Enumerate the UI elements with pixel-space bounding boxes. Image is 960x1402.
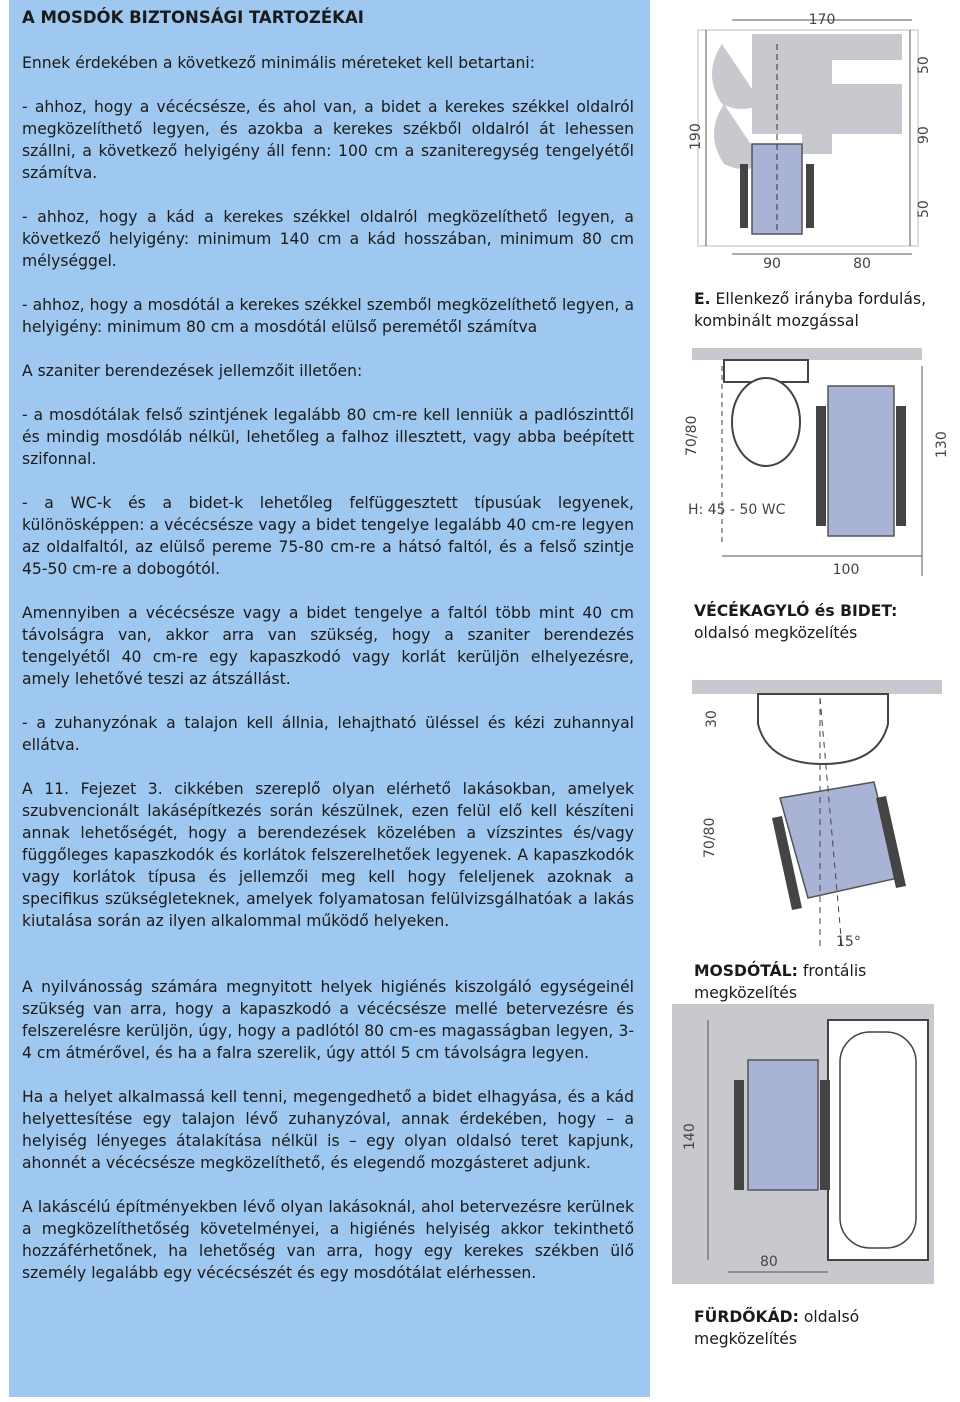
- caption-sink-text: frontális megközelítés: [694, 962, 867, 1002]
- bath-dim-depth: 80: [760, 1254, 778, 1270]
- dim-right-1: 50: [916, 56, 932, 74]
- paragraph-wc-space: - ahhoz, hogy a vécécsésze, és ahol van, a bidet a kerekes székkel oldalról megközelíthető legyen, és azokba a kerekes székből oldalról át lehessen szállni, a következő helyigény áll fenn: 100 cm a szaniteregység tengelyétől számítva.: [22, 98, 634, 182]
- caption-bath: [694, 1306, 944, 1350]
- caption-turning-label: E.: [694, 290, 711, 308]
- bath-dim-length: 140: [682, 1123, 698, 1150]
- sink-dim-angle: 15°: [836, 934, 861, 950]
- caption-bath-label: FÜRDŐKÁD:: [694, 1308, 799, 1326]
- dim-bottom-1: 90: [763, 256, 781, 272]
- paragraph-grab-bar: Amennyiben a vécécsésze vagy a bidet tengelye a faltól több mint 40 cm távolságra van, akkor arra van szükség, hogy a szaniter berendezés tengelyétől 40 cm-re egy kapaszkodó vagy korlát kerüljön elhelyezésre, amely lehetővé teszi az átszállást.: [22, 604, 634, 688]
- caption-sink-label: MOSDÓTÁL:: [694, 962, 798, 980]
- wc-bidet-figure: [684, 346, 954, 582]
- paragraph-sink-height: - a mosdótálak felső szintjének legalább 80 cm-re kell lenniük a padlószinttől és mindig mosdóláb nélkül, lehetőleg a falhoz illesztett, vagy abba beépített szifonnal.: [22, 406, 634, 468]
- paragraph-residential: A lakáscélú építményekben lévő olyan lakásoknál, ahol betervezésre kerülnek a megközelíthetőség követelményei, a higiénés helyiség akkor tekinthető hozzáférhetőnek, ha lehetőség van arra, hogy egy kerekes székben ülő személy legalább egy vécécsészét és egy mosdótálat elérhessen.: [22, 1198, 634, 1282]
- sink-dim-depth: 70/80: [702, 817, 718, 858]
- bathtub-figure: [668, 1000, 940, 1288]
- wc-dim-length: 130: [934, 431, 950, 458]
- sink-figure: [692, 678, 944, 956]
- caption-wc-text: oldalsó megközelítés: [694, 624, 858, 642]
- paragraph-public: A nyilvánosság számára megnyitott helyek higiénés kiszolgáló egységeinél szükség van arra, hogy a kapaszkodó a vécécsésze mellé betervezésre és felszerelésre kerüljön, úgy, hogy a padlótól 80 cm-es magasságban legyen, 3-4 cm átmérővel, és ha a falra szerelik, úgy attól 5 cm távolságra legyen.: [22, 978, 634, 1062]
- wc-dim-width: 100: [832, 562, 860, 578]
- caption-turning: [694, 288, 944, 332]
- paragraph-adaptation: Ha a helyet alkalmassá kell tenni, megengedhető a bidet elhagyása, és a kád helyettesítése egy talajon lévő zuhanyzóval, annak érdekében, hogy – a helyiség lényeges átalakítása nélkül is – egy olyan oldalsó teret kapjunk, ahonnét a vécécsésze megközelíthető, és elegendő mozgásteret adjunk.: [22, 1088, 634, 1172]
- sink-dim-top: 30: [704, 710, 720, 728]
- caption-wc-label: VÉCÉKAGYLÓ és BIDET:: [694, 602, 898, 620]
- wc-dim-depth: 70/80: [684, 415, 700, 456]
- dim-top: 170: [808, 12, 836, 28]
- turning-plan-figure: [688, 4, 944, 274]
- dim-bottom-2: 80: [853, 256, 871, 272]
- paragraph-bath-space: - ahhoz, hogy a kád a kerekes székkel oldalról megközelíthető legyen, a következő helyigény: minimum 140 cm a kád hosszában, minimum 80 cm mélységgel.: [22, 208, 634, 270]
- paragraph-sink-space: - ahhoz, hogy a mosdótál a kerekes székkel szemből megközelíthető legyen, a helyigény: minimum 80 cm a mosdótál elülső peremétől számítva: [22, 296, 634, 336]
- paragraph-fixtures-heading: A szaniter berendezések jellemzőit illetően:: [22, 362, 363, 380]
- caption-wc: [694, 600, 944, 644]
- dim-right-2: 90: [916, 126, 932, 144]
- caption-bath-text: oldalsó megközelítés: [694, 1308, 860, 1348]
- dim-right-3: 50: [916, 200, 932, 218]
- paragraph-wc-bidet: - a WC-k és a bidet-k lehetőleg felfüggesztett típusúak legyenek, különösképpen: a vécécsésze vagy a bidet tengelye legalább 40 cm-re legyen az oldalfaltól, az elülső pereme 75-80 cm-re a hátsó faltól, és a felső szintje 45-50 cm-re a dobogótól.: [22, 494, 634, 578]
- paragraph-shower: - a zuhanyzónak a talajon kell állnia, lehajtható üléssel és kézi zuhannyal ellátva.: [22, 714, 634, 754]
- paragraph-subsidized: A 11. Fejezet 3. cikkében szereplő olyan elérhető lakásokban, amelyek szubvencionált lakásépítkezés során készülnek, ezen felül elő kell készíteni annak lehetőségét, hogy a berendezések közelében a vízszintes és/vagy függőleges kapaszkodók és korlátok felszerelhetőek legyenek. A kapaszkodók vagy korlátok típusa és jellemzői meg kell hogy feleljenek azoknak a specifikus szükségleteknek, amelyek folyamatosan felülvizsgálhatóak a lakás kiutalása során az ilyen alkalommal működő helyeken.: [22, 780, 634, 930]
- caption-turning-text: Ellenkező irányba fordulás, kombinált mozgással: [694, 290, 927, 330]
- caption-sink: [694, 960, 944, 1004]
- dim-left: 190: [688, 123, 704, 150]
- wc-dim-height: H: 45 - 50 WC: [688, 502, 786, 518]
- paragraph-intro: Ennek érdekében a következő minimális méreteket kell betartani:: [22, 54, 535, 72]
- page-title: A MOSDÓK BIZTONSÁGI TARTOZÉKAI: [22, 8, 364, 27]
